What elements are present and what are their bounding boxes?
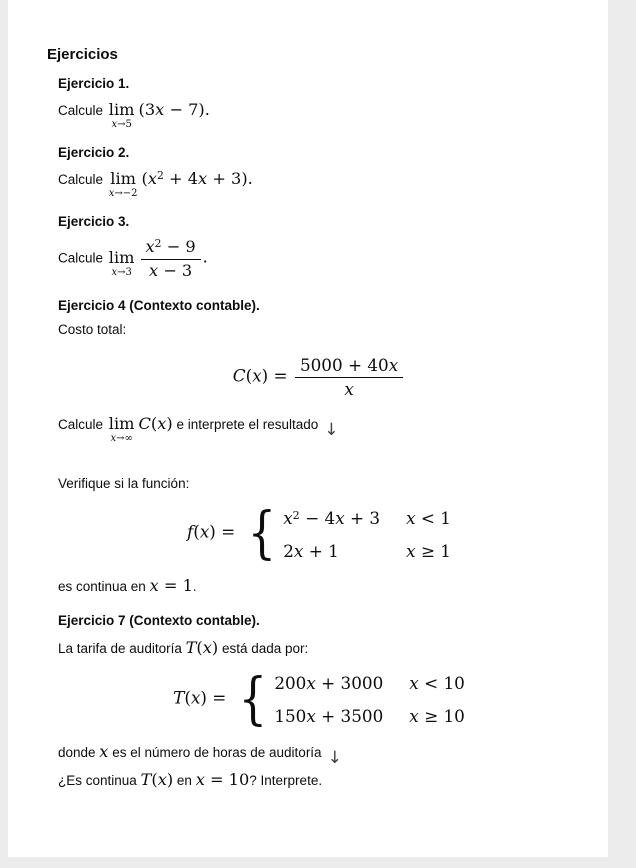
math-superscript: 2 xyxy=(154,237,162,251)
math-run: + 3 xyxy=(344,507,381,528)
math-var: f xyxy=(187,521,194,542)
math-var: T xyxy=(185,637,197,657)
math-superscript: 2 xyxy=(292,508,300,522)
math-run: ( xyxy=(141,169,148,189)
math-var: x xyxy=(190,687,201,708)
math-run: 2 xyxy=(283,540,294,561)
math-run: ) xyxy=(211,637,219,657)
exercise-1-problem xyxy=(58,98,580,130)
continuity-outro xyxy=(58,574,580,598)
math-superscript: 2 xyxy=(157,169,164,183)
text-run: donde xyxy=(58,744,100,760)
math-run: − 3 xyxy=(158,260,193,280)
math-var: x xyxy=(293,540,304,561)
math-run: + 3000 xyxy=(315,673,384,694)
math-run: ≥ 1 xyxy=(415,540,451,561)
page-title: Ejercicios xyxy=(47,46,118,63)
math-var: x xyxy=(388,354,399,375)
math-var: x xyxy=(111,119,118,130)
lim-word: lim xyxy=(108,414,135,433)
math-var: T xyxy=(173,687,185,708)
math-var: C xyxy=(232,365,246,386)
exercise-4 xyxy=(58,298,580,444)
scroll-down-icon[interactable]: ↓ xyxy=(327,747,342,768)
case-expression xyxy=(283,508,380,528)
text-run: Calcule xyxy=(58,103,107,119)
lim-word: lim xyxy=(108,247,135,267)
fraction xyxy=(295,354,403,402)
math-var: x xyxy=(108,188,115,199)
math-run: 150 xyxy=(274,706,307,727)
fraction-numerator xyxy=(295,354,403,378)
exercise-3-problem xyxy=(58,236,580,282)
math-var: x xyxy=(147,169,158,189)
limit-subscript xyxy=(111,268,131,278)
text-run: La tarifa de auditoría xyxy=(58,640,186,656)
case-expression xyxy=(274,706,383,726)
math-run: 5000 + 40 xyxy=(299,354,389,375)
math-var: x xyxy=(155,100,165,120)
exercise-4-cost-label: Costo total: xyxy=(58,321,127,337)
case-condition xyxy=(406,541,451,561)
piecewise-function xyxy=(235,666,465,732)
limit-subscript xyxy=(111,120,131,130)
math-run: . xyxy=(202,247,208,267)
math-var: x xyxy=(110,432,117,444)
math-run: ( xyxy=(245,365,253,386)
fraction-denominator xyxy=(295,377,403,402)
math-var: x xyxy=(149,576,159,596)
exercise-7 xyxy=(58,613,580,792)
exercise-2-problem xyxy=(58,167,580,199)
limit-subscript xyxy=(110,434,132,444)
piecewise-equation-f xyxy=(58,501,580,567)
math-run: →3 xyxy=(117,266,132,278)
math-run: ( xyxy=(151,770,158,790)
math-run: − 7). xyxy=(164,100,210,120)
exercise-7-variable-note-text xyxy=(58,741,322,761)
exercise-7-variable-note xyxy=(58,740,580,766)
document-page xyxy=(8,0,608,857)
math-var: x xyxy=(145,237,155,257)
text-run: Calcule xyxy=(58,250,107,266)
exercise-1-heading: Ejercicio 1. xyxy=(58,76,130,91)
cases-grid xyxy=(274,673,465,726)
math-var: x xyxy=(406,540,416,561)
limit-subscript xyxy=(109,189,138,199)
text-run: ? Interprete. xyxy=(249,773,323,789)
math-run: + 4 xyxy=(163,169,199,189)
math-var: x xyxy=(306,673,316,694)
text-run: en xyxy=(173,773,196,789)
math-var: T xyxy=(140,770,152,790)
math-run: − 9 xyxy=(161,237,196,257)
exercise-1 xyxy=(58,76,580,130)
case-condition xyxy=(409,673,465,693)
exercise-7-question xyxy=(58,768,580,792)
exercise-2-heading: Ejercicio 2. xyxy=(58,145,130,160)
math-run: + 3). xyxy=(207,169,253,189)
math-var: x xyxy=(148,260,159,280)
math-var: x xyxy=(409,706,419,727)
math-run: →∞ xyxy=(116,432,133,444)
exercise-4-heading: Ejercicio 4 (Contexto contable). xyxy=(58,297,260,313)
exercise-3 xyxy=(58,214,580,283)
math-run: ( xyxy=(184,687,191,708)
math-var: x xyxy=(344,379,354,400)
math-run: ) xyxy=(166,414,173,433)
exercise-3-heading: Ejercicio 3. xyxy=(58,214,130,229)
math-run: →5 xyxy=(117,119,132,130)
case-condition xyxy=(406,508,451,528)
lim-word: lim xyxy=(108,100,135,120)
limit-operator xyxy=(109,170,138,199)
math-var: x xyxy=(198,169,208,189)
fraction-denominator xyxy=(141,259,201,283)
math-var: x xyxy=(157,414,167,433)
math-run: ) = xyxy=(261,365,293,386)
left-brace-glyph: { xyxy=(238,666,267,732)
case-expression xyxy=(274,673,383,693)
text-run: . xyxy=(192,579,197,595)
limit-operator xyxy=(109,101,135,130)
math-run: ) xyxy=(166,770,174,790)
lim-word: lim xyxy=(110,169,137,189)
math-var: x xyxy=(199,521,210,542)
fraction-numerator xyxy=(141,236,201,259)
exercise-4-instruction-text xyxy=(58,414,319,444)
math-run: →−2 xyxy=(114,188,138,199)
math-var: x xyxy=(306,706,316,727)
math-var: x xyxy=(157,770,167,790)
math-var: x xyxy=(409,673,419,694)
math-run: ( xyxy=(196,637,203,657)
math-var: x xyxy=(99,741,109,761)
math-run: ( xyxy=(150,414,158,433)
exercise-4-equation xyxy=(58,354,580,402)
math-run: < 1 xyxy=(415,507,451,528)
math-run: ) = xyxy=(209,521,241,542)
text-run: es continua en xyxy=(58,579,150,595)
case-expression xyxy=(283,541,380,561)
limit-operator xyxy=(109,415,135,444)
text-run: es el número de horas de auditoría xyxy=(108,744,322,760)
continuity-intro: Verifique si la función: xyxy=(58,475,190,491)
math-var: x xyxy=(195,770,205,790)
text-run: está dada por: xyxy=(218,640,309,656)
math-var: x xyxy=(252,365,262,386)
math-run: = 1 xyxy=(158,576,193,596)
fraction xyxy=(141,236,201,282)
math-run: + 1 xyxy=(303,540,339,561)
exercise-7-intro xyxy=(58,636,580,660)
text-run: Calcule xyxy=(58,172,107,188)
math-run: + 3500 xyxy=(315,706,384,727)
math-var: C xyxy=(138,414,151,433)
text-run: ¿Es continua xyxy=(58,773,141,789)
math-run: < 10 xyxy=(418,673,465,694)
exercise-7-heading: Ejercicio 7 (Contexto contable). xyxy=(58,613,260,629)
math-var: x xyxy=(202,637,212,657)
math-run: ( xyxy=(193,521,200,542)
text-run: e interprete el resultado xyxy=(172,417,319,432)
exercise-4-instruction xyxy=(58,412,580,444)
cases-grid xyxy=(283,508,451,561)
piecewise-equation-t xyxy=(58,666,580,732)
math-run: − 4 xyxy=(299,507,336,528)
math-run: (3 xyxy=(138,100,156,120)
exercise-continuity xyxy=(58,474,580,599)
math-run: = 10 xyxy=(204,770,250,790)
exercise-2 xyxy=(58,145,580,199)
case-condition xyxy=(409,706,465,726)
math-run: ) = xyxy=(200,687,232,708)
scroll-down-icon[interactable]: ↓ xyxy=(324,420,339,440)
piecewise-function xyxy=(244,501,451,567)
math-var: x xyxy=(111,266,118,278)
text-run: Calcule xyxy=(58,417,107,432)
limit-operator xyxy=(109,249,135,278)
math-var: x xyxy=(406,507,416,528)
math-var: x xyxy=(283,507,293,528)
math-run: ≥ 10 xyxy=(418,706,465,727)
math-run: 200 xyxy=(274,673,307,694)
math-var: x xyxy=(335,507,345,528)
left-brace-glyph: { xyxy=(247,501,276,567)
